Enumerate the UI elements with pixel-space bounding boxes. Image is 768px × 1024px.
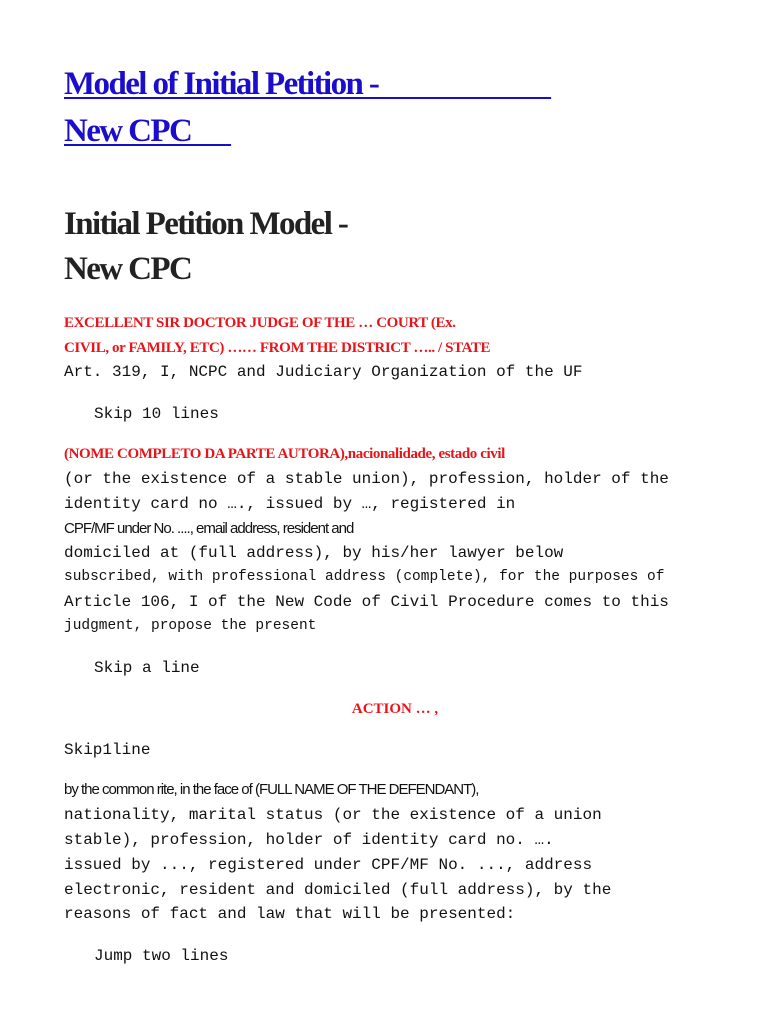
defendant-line2: nationality, marital status (or the existence of a union [64,806,602,824]
plaintiff-line5: subscribed, with professional address (complete), for the purposes of [64,569,665,585]
defendant-line4: issued by ..., registered under CPF/MF No. ..., address [64,856,593,874]
defendant-line3: stable), profession, holder of identity card no. …. [64,831,554,849]
plaintiff-line6: Article 106, I of the New Code of Civil Procedure comes to this [64,593,669,611]
defendant-line5: electronic, resident and domiciled (full address), by the [64,881,612,899]
instruction-skip1line: Skip1line [64,741,151,759]
plaintiff-line1: (or the existence of a stable union), profession, holder of the [64,470,669,488]
instruction-jump-two-lines: Jump two lines [94,947,229,965]
addressee-line2: CIVIL, or FAMILY, ETC) …… FROM THE DISTRICT ….. / STATE [64,340,491,356]
title-link-line2[interactable]: New CPC [64,113,232,149]
plaintiff-name-placeholder: (NOME COMPLETO DA PARTE AUTORA),nacionalidade, estado civil [64,446,505,462]
instruction-skip-10-lines: Skip 10 lines [94,405,219,423]
title-link-line1[interactable]: Model of Initial Petition - [64,66,552,102]
heading-line2: New CPC [64,251,192,287]
defendant-line6: reasons of fact and law that will be presented: [64,905,516,923]
plaintiff-line4: domiciled at (full address), by his/her lawyer below [64,544,564,562]
legal-basis: Art. 319, I, NCPC and Judiciary Organization of the UF [64,363,583,381]
plaintiff-line7: judgment, propose the present [64,618,317,634]
addressee-line1: EXCELLENT SIR DOCTOR JUDGE OF THE … COURT (Ex. [64,315,456,331]
action-heading: ACTION … , [351,701,439,717]
defendant-line1: by the common rite, in the face of (FULL NAME OF THE DEFENDANT), [64,781,479,798]
plaintiff-line3: CPF/MF under No. ...., email address, resident and [64,520,354,537]
heading-line1: Initial Petition Model - [64,206,348,242]
instruction-skip-a-line: Skip a line [94,659,200,677]
plaintiff-line2: identity card no …., issued by …, registered in [64,495,516,513]
